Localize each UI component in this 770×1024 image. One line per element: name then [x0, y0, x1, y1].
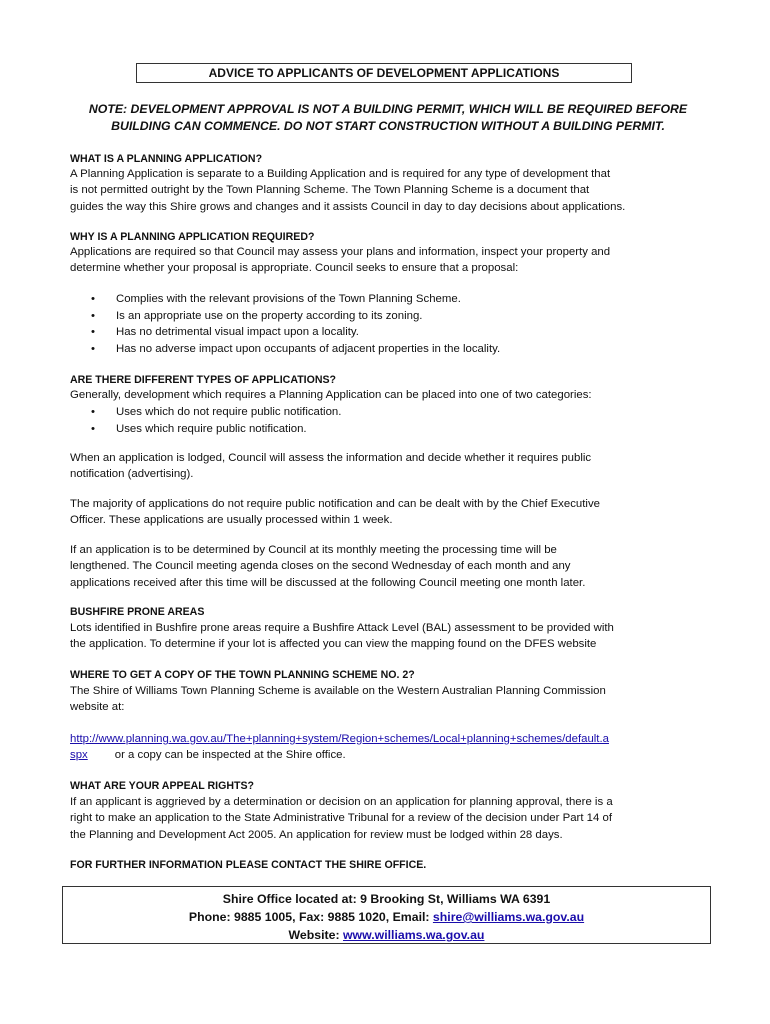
text-line: The majority of applications do not require public notification and can be dealt with by the Chief Executive	[70, 498, 600, 510]
note-warning	[70, 101, 706, 135]
text-line: If an application is to be determined by Council at its monthly meeting the processing time will be	[70, 544, 557, 556]
paragraph-council-meeting	[70, 542, 706, 591]
list-item	[70, 404, 341, 421]
website-label: Website:	[288, 928, 343, 942]
heading-what-is-planning-application: WHAT IS A PLANNING APPLICATION?	[70, 153, 263, 165]
text-line: the Planning and Development Act 2005. An application for review must be lodged within 28 days.	[70, 828, 563, 841]
paragraph-scheme-link	[70, 731, 706, 764]
phone-email-line	[63, 908, 710, 926]
paragraph-appeal	[70, 794, 706, 843]
list-item	[70, 324, 500, 341]
bullet-icon: •	[91, 406, 95, 418]
list-item	[70, 308, 500, 325]
text-line: When an application is lodged, Council will assess the information and decide whether it requires public	[70, 452, 592, 464]
list-item-text: Has no adverse impact upon occupants of adjacent properties in the locality.	[116, 342, 501, 355]
text-line: Lots identified in Bushfire prone areas require a Bushfire Attack Level (BAL) assessment to be provided with	[70, 622, 614, 634]
paragraph-bushfire	[70, 620, 706, 653]
list-item-text: Uses which do not require public notification.	[116, 406, 342, 418]
paragraph-lodged	[70, 450, 706, 483]
paragraph-types-intro: Generally, development which requires a Planning Application can be placed into one of two categories:	[70, 389, 592, 401]
text-line: website at:	[70, 701, 125, 714]
list-item-text: Is an appropriate use on the property according to its zoning.	[116, 309, 423, 322]
text-line: is not permitted outright by the Town Planning Scheme. The Town Planning Scheme is a document that	[70, 184, 590, 197]
list-item	[70, 421, 341, 438]
document-title: ADVICE TO APPLICANTS OF DEVELOPMENT APPLICATIONS	[136, 63, 632, 83]
text-line: Applications are required so that Council may assess your plans and information, inspect your property and	[70, 246, 611, 258]
text-line: If an applicant is aggrieved by a determination or decision on an application for planning approval, there is a	[70, 796, 613, 808]
text-line: determine whether your proposal is appropriate. Council seeks to ensure that a proposal:	[70, 262, 519, 275]
text-line: A Planning Application is separate to a Building Application and is required for any type of development that	[70, 168, 611, 180]
contact-box	[62, 886, 711, 944]
requirements-bullet-list	[70, 291, 500, 357]
further-information-note: FOR FURTHER INFORMATION PLEASE CONTACT THE SHIRE OFFICE.	[70, 859, 427, 871]
text-line: applications received after this time will be discussed at the following Council meeting one month later.	[70, 576, 586, 589]
bullet-icon: •	[91, 342, 95, 355]
bullet-icon: •	[91, 293, 95, 305]
bullet-icon: •	[91, 309, 95, 322]
heading-appeal-rights: WHAT ARE YOUR APPEAL RIGHTS?	[70, 780, 255, 792]
list-item-text: Complies with the relevant provisions of the Town Planning Scheme.	[116, 293, 461, 305]
paragraph-scheme	[70, 683, 706, 716]
paragraph-majority	[70, 496, 706, 529]
list-item-text: Uses which require public notification.	[116, 422, 307, 435]
text-line: notification (advertising).	[70, 468, 194, 481]
phone-fax-text: Phone: 9885 1005, Fax: 9885 1020, Email:	[188, 910, 433, 924]
office-address: Shire Office located at: 9 Brooking St, Williams WA 6391	[222, 892, 551, 906]
website-link[interactable]: www.williams.wa.gov.au	[342, 928, 485, 942]
text-line: right to make an application to the State Administrative Tribunal for a review of the decision under Part 14 of	[70, 812, 612, 825]
planning-scheme-link-cont[interactable]: spx	[70, 749, 88, 762]
email-link[interactable]: shire@williams.wa.gov.au	[432, 910, 585, 924]
list-item-text: Has no detrimental visual impact upon a locality.	[116, 326, 359, 338]
text-line: guides the way this Shire grows and changes and it assists Council in day to day decisions about applications.	[70, 200, 626, 213]
text-line: lengthened. The Council meeting agenda closes on the second Wednesday of each month and any	[70, 560, 571, 573]
heading-why-required: WHY IS A PLANNING APPLICATION REQUIRED?	[70, 231, 315, 243]
text-line: Officer. These applications are usually processed within 1 week.	[70, 514, 393, 527]
note-line-2: BUILDING CAN COMMENCE. DO NOT START CONSTRUCTION WITHOUT A BUILDING PERMIT.	[111, 119, 665, 133]
text-line: The Shire of Williams Town Planning Scheme is available on the Western Australian Planning Commission	[70, 685, 606, 697]
list-item	[70, 291, 500, 308]
heading-bushfire: BUSHFIRE PRONE AREAS	[70, 606, 205, 618]
note-line-1: NOTE: DEVELOPMENT APPROVAL IS NOT A BUILDING PERMIT, WHICH WILL BE REQUIRED BEFORE	[88, 102, 688, 116]
website-line	[63, 926, 710, 944]
bullet-icon: •	[91, 326, 95, 338]
text-after-link: or a copy can be inspected at the Shire office.	[114, 749, 346, 762]
list-item	[70, 341, 500, 358]
types-bullet-list	[70, 404, 341, 437]
paragraph-what-is	[70, 166, 706, 215]
heading-scheme-copy: WHERE TO GET A COPY OF THE TOWN PLANNING SCHEME NO. 2?	[70, 669, 415, 681]
bullet-icon: •	[91, 422, 95, 435]
planning-scheme-link[interactable]: http://www.planning.wa.gov.au/The+planning+system/Region+schemes/Local+planning+schemes/default.a	[70, 733, 609, 745]
paragraph-why-required	[70, 244, 706, 277]
heading-application-types: ARE THERE DIFFERENT TYPES OF APPLICATIONS?	[70, 374, 337, 386]
text-line: the application. To determine if your lot is affected you can view the mapping found on the DFES website	[70, 638, 597, 651]
